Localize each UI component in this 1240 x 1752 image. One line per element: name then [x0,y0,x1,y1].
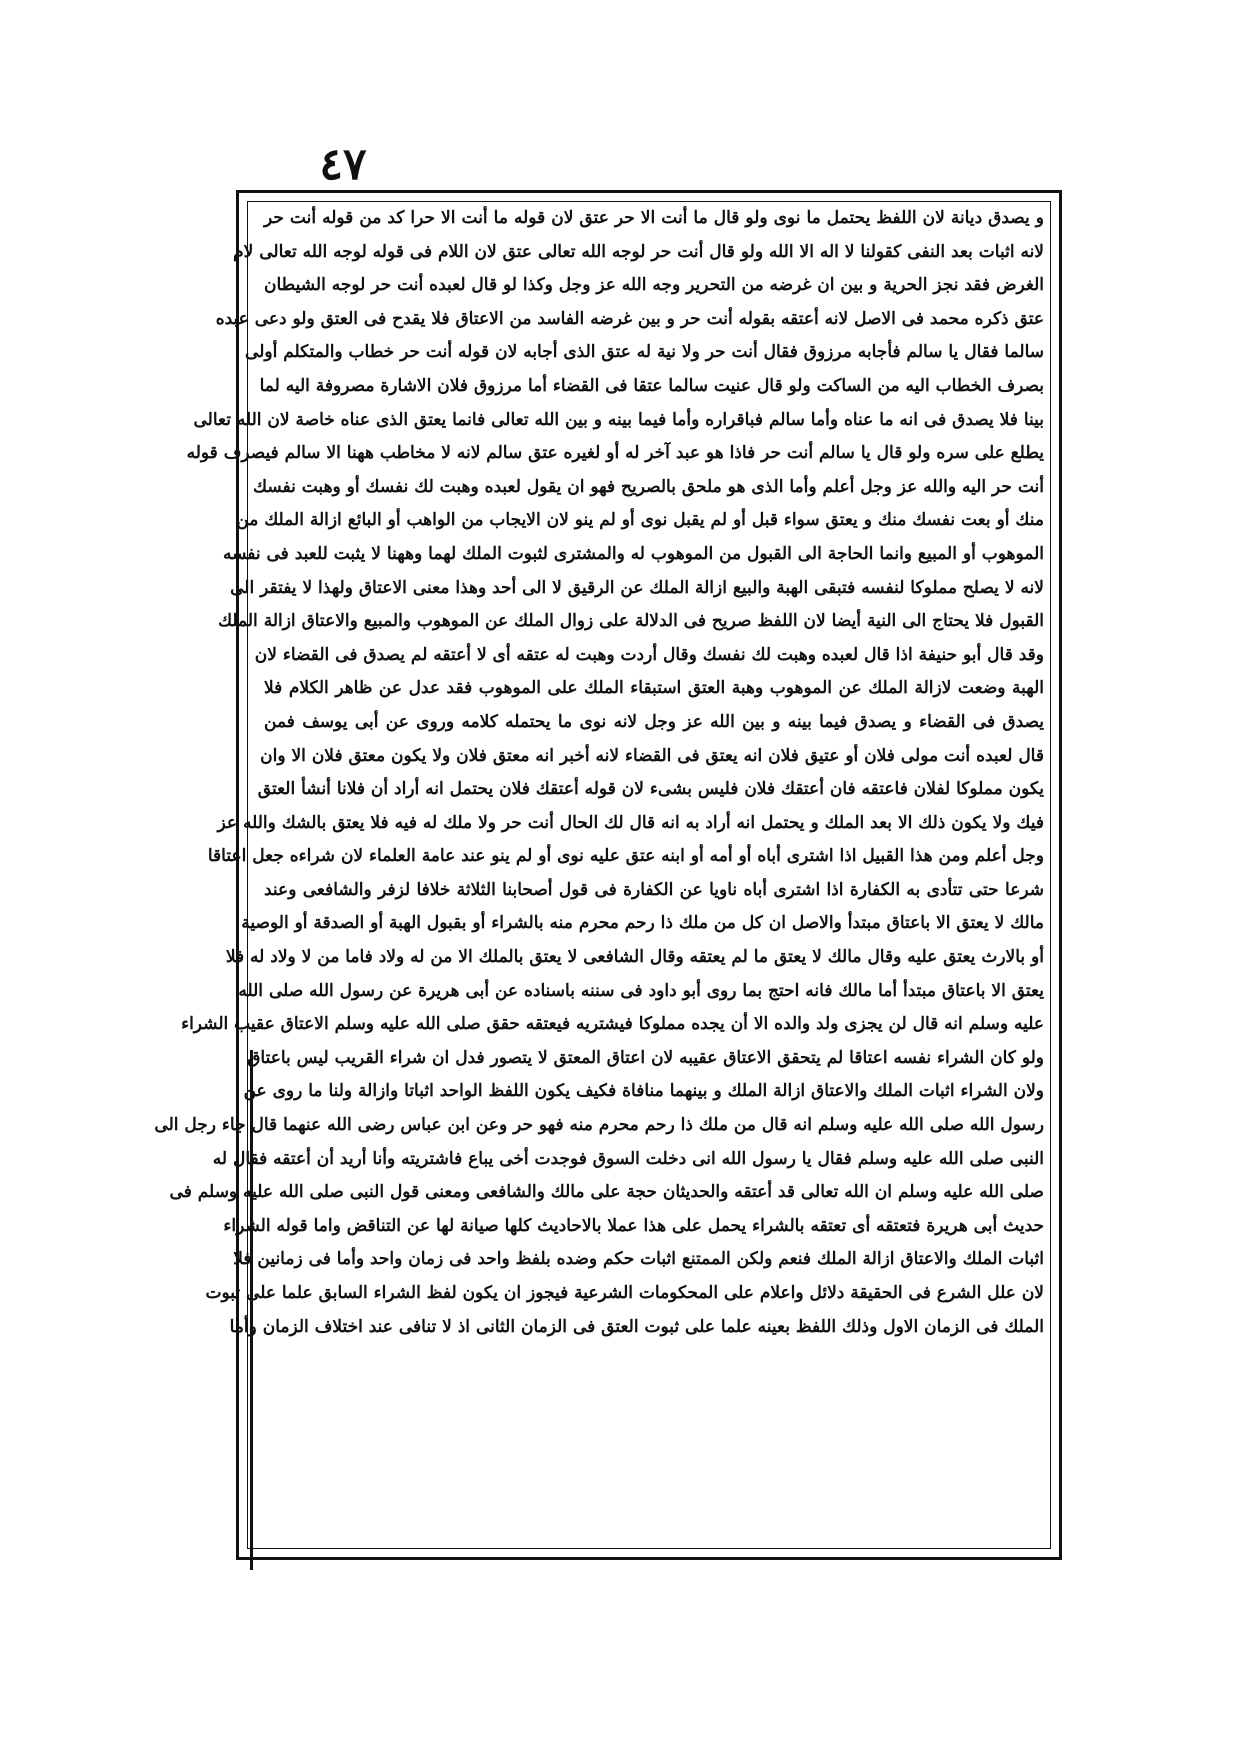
text-line: قال لعبده أنت مولى فلان أو عتيق فلان انه يعتق فى القضاء لانه أخبر انه معتق فلان ولا يكون معتق فلان الا وان [260,745,1044,766]
text-line: يعتق الا باعتاق مبتدأ أما مالك فانه احتج بما روى أبو داود فى سننه باسناده عن أبى هريرة عن رسول الله صلى الله [238,980,1044,1001]
text-line: و يصدق ديانة لان اللفظ يحتمل ما نوى ولو قال ما أنت الا حر عتق لان قوله ما أنت الا حرا كد من قوله أنت حر [264,208,1044,228]
text-line: يصدق فى القضاء و يصدق فيما بينه و بين الله عز وجل لانه نوى ما يحتمله كلامه وروى عن أبى يوسف فمن [264,711,1044,732]
text-line: يكون مملوكا لفلان فاعتقه فان أعتقك فلان فليس بشىء لان قوله أعتقك فلان يحتمل انه أراد أن فلانا أنشأ العتق [257,779,1044,800]
text-line: لانه اثبات بعد النفى كقولنا لا اله الا الله ولو قال أنت حر لوجه الله تعالى عتق لان اللام فى قوله لوجه الله تعالى لام [233,241,1044,262]
text-line: سالما فقال يا سالم فأجابه مرزوق فقال أنت حر ولا نية له عتق الذى أجابه لان قوله أنت حر خطاب والمتكلم أولى [245,342,1044,363]
page-number: ٤٧ [319,139,367,190]
text-line: بينا فلا يصدق فى انه ما عناه وأما سالم فباقراره وأما فيما بينه و بين الله تعالى فانما يعتق الذى عناه خاصة لان الله تعالى [193,409,1044,430]
text-line: ولو كان الشراء نفسه اعتاقا لم يتحقق الاعتاق عقيبه لان اعتاق المعتق لا يتصور فدل ان شراء القريب ليس باعتاق [247,1047,1044,1068]
text-line: مالك لا يعتق الا باعتاق مبتدأ والاصل ان كل من ملك ذا رحم محرم منه بالشراء أو بقبول الهبة أو الصدقة أو الوصية [241,913,1044,934]
text-line: اثبات الملك والاعتاق ازالة الملك فنعم ولكن الممتنع اثبات حكم وضده بلفظ واحد فى زمان واحد وأما فى زمانين فلا [233,1249,1044,1270]
text-line: منك أو بعت نفسك منك و يعتق سواء قبل أو لم يقبل نوى أو لم ينو لان الايجاب من الواهب أو البائع ازالة الملك من [236,510,1044,531]
text-line: وجل أعلم ومن هذا القبيل اذا اشترى أباه أو أمه أو ابنه عتق عليه نوى أو لم ينو عند عامة العلماء لان شراءه جعل اعتاقا [207,846,1044,867]
text-line: يطلع على سره ولو قال يا سالم أنت حر فاذا هو عبد آخر له أو لغيره عتق سالم لانه لا مخاطب ههنا الا سالم فيصرف قوله [186,443,1044,464]
text-line: عتق ذكره محمد فى الاصل لانه أعتقه بقوله أنت حر و بين غرضه الفاسد من الاعتاق فلا يقدح فى العتق ولو دعى عبده [215,308,1044,329]
text-line: رسول الله صلى الله عليه وسلم انه قال من ملك ذا رحم محرم منه فهو حر وعن ابن عباس رضى الله عنهما قال جاء رجل الى [154,1115,1044,1136]
text-line: الموهوب أو المبيع وانما الحاجة الى القبول من الموهوب له والمشترى لثبوت الملك لهما وههنا لا يثبت للعبد فى نفسه [222,543,1044,564]
text-line: أنت حر اليه والله عز وجل أعلم وأما الذى هو ملحق بالصريح فهو ان يقول لعبده وهبت لك نفسك أو وهبت نفسك [253,476,1044,497]
text-line: حديث أبى هريرة فتعتقه أى تعتقه بالشراء يحمل على هذا عملا بالاحاديث كلها صيانة لها عن التناقض واما قوله الشراء [223,1215,1044,1236]
text-line: لانه لا يصلح مملوكا لنفسه فتبقى الهبة والبيع ازالة الملك عن الرقيق لا الى أحد وهذا معنى الاعتاق ولهذا لا يفتقر الى [230,577,1044,598]
text-line: عليه وسلم انه قال لن يجزى ولد والده الا أن يجده مملوكا فيشتريه فيعتقه حقق صلى الله عليه وسلم الاعتاق عقيب الشراء [181,1014,1044,1035]
text-line: صلى الله عليه وسلم ان الله تعالى قد أعتقه والحديثان حجة على مالك والشافعى ومعنى قول النبى صلى الله عليه وسلم فى [169,1182,1044,1203]
text-line: أو بالارث يعتق عليه وقال مالك لا يعتق ما لم يعتقه وقال الشافعى لا يعتق بالملك الا من له ولاد فاما من لا ولاد له فلا [225,947,1044,968]
text-block [154,202,1044,1546]
text-line: لان علل الشرع فى الحقيقة دلائل واعلام على المحكومات الشرعية فيجوز ان يكون لفظ الشراء السابق علما على ثبوت [205,1283,1044,1303]
text-line: الغرض فقد نجز الحرية و بين ان غرضه من التحرير وجه الله عز وجل وكذا لو قال لعبده أنت حر لوجه الشيطان [264,275,1044,296]
text-line: شرعا حتى تتأدى به الكفارة اذا اشترى أباه ناويا عن الكفارة فى قول أصحابنا الثلاثة خلافا لزفر والشافعى وعند [264,879,1044,900]
text-line: وقد قال أبو حنيفة اذا قال لعبده وهبت لك نفسك وقال أردت وهبت له عتقه أى لا أعتقه لم يصدق فى القضاء لان [254,644,1044,665]
text-line: القبول فلا يحتاج الى النية أيضا لان اللفظ صريح فى الدلالة على زوال الملك عن الموهوب والمبيع والاعتاق ازالة الملك [218,611,1044,632]
text-line: فيك ولا يكون ذلك الا بعد الملك و يحتمل انه أراد به انه قال لك الحال أنت حر ولا ملك له فيه فلا يعتق بالشك والله عز [217,812,1044,833]
text-line: الملك فى الزمان الاول وذلك اللفظ بعينه علما على ثبوت العتق فى الزمان الثانى اذ لا تنافى عند اختلاف الزمان وأما [229,1316,1044,1337]
text-line: بصرف الخطاب اليه من الساكت ولو قال عنيت سالما عتقا فى القضاء أما مرزوق فلان الاشارة مصروفة اليه لما [259,375,1044,396]
text-line: الهبة وضعت لازالة الملك عن الموهوب وهبة العتق استبقاء الملك على الموهوب فقد عدل عن ظاهر الكلام فلا [264,678,1044,699]
text-line: النبى صلى الله عليه وسلم فقال يا رسول الله انى دخلت السوق فوجدت أخى يباع فاشتريته وأنا أريد أن أعتقه فقال له [212,1148,1044,1169]
text-line: ولان الشراء اثبات الملك والاعتاق ازالة الملك و بينهما منافاة فكيف يكون اللفظ الواحد اثباتا وازالة ولنا ما روى عن [243,1081,1044,1102]
